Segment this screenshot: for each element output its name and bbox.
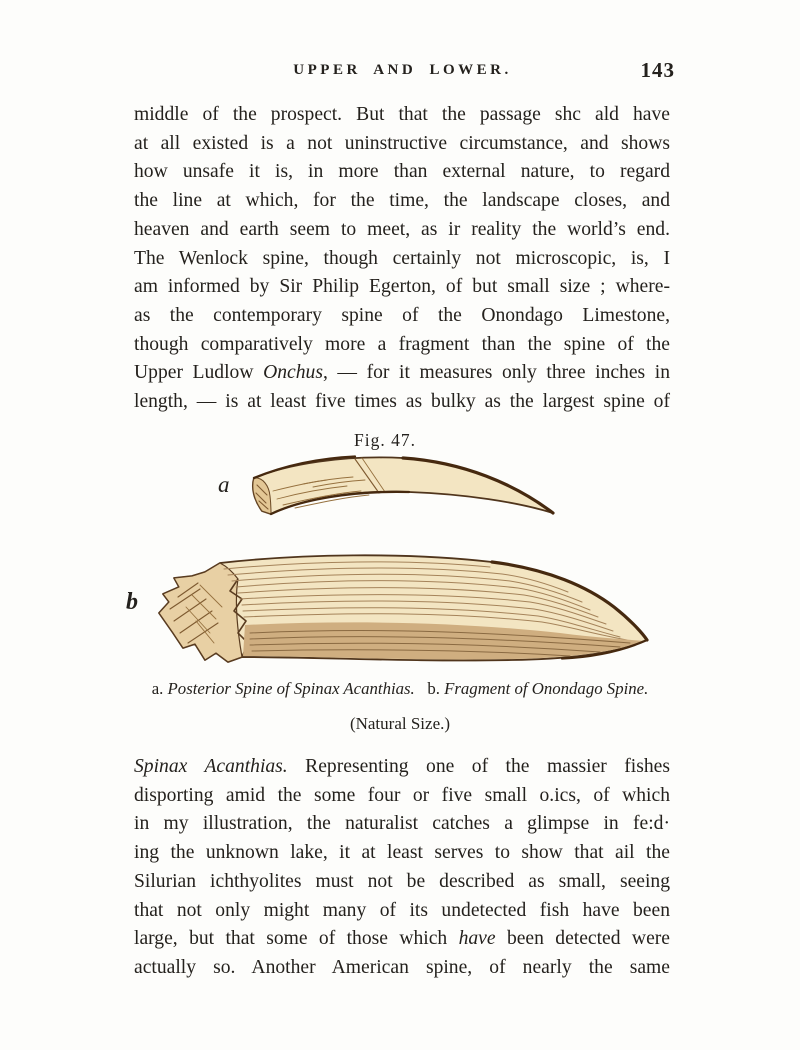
text-line: as the contemporary spine of the Onondago Limestone, (134, 304, 670, 326)
text-line: am informed by Sir Philip Egerton, of but small size ; where- (134, 276, 670, 298)
fragment-b-illustration (150, 549, 658, 671)
text-line: disporting amid the some four or five small o.ics, of which (134, 784, 670, 806)
text-line: large, but that some of those which have been detected were (134, 928, 670, 950)
text-line: actually so. Another American spine, of nearly the same (134, 956, 670, 978)
text-line: Spinax Acanthias. Representing one of the massier fishes (134, 756, 670, 777)
text-line: Upper Ludlow Onchus, — for it measures only three inches in (134, 362, 670, 384)
text-line: The Wenlock spine, though certainly not microscopic, is, I (134, 247, 670, 269)
text-line: a. Posterior Spine of Spinax Acanthias. b. Fragment of Onondago Spine. (151, 679, 649, 698)
text-line: in my illustration, the naturalist catches a glimpse in fe:d· (134, 813, 670, 835)
paragraph-2 (134, 753, 670, 983)
figure-caption (110, 679, 690, 699)
text-line: at all existed is a not uninstructive circumstance, and shows (134, 132, 670, 154)
page-header (134, 58, 675, 86)
figure-label-a: a (218, 472, 230, 497)
figure-label-b: b (126, 589, 138, 615)
text-line: that not only might many of its undetected fish have been (134, 899, 670, 921)
text-line: middle of the prospect. But that the passage shc ald have (134, 104, 670, 125)
text-line: ing the unknown lake, it at least serves to show that ail the (134, 842, 670, 864)
text-line: heaven and earth seem to meet, as ir reality the world’s end. (134, 218, 670, 240)
text-line: though comparatively more a fragment than the spine of the (134, 333, 670, 355)
text-line: the line at which, for the time, the landscape closes, and (134, 190, 670, 212)
text-line: how unsafe it is, in more than external nature, to regard (134, 161, 670, 183)
text-line: length, — is at least five times as bulky as the largest spine of (134, 391, 670, 413)
figure-size-note: (Natural Size.) (349, 714, 451, 733)
paragraph-1 (134, 101, 670, 417)
fragment-b-break-face (159, 563, 242, 662)
spine-a-illustration (243, 451, 563, 525)
running-title: UPPER AND LOWER. (293, 62, 512, 78)
page-number: 143 (640, 58, 675, 82)
figure-title: Fig. 47. (354, 430, 416, 450)
text-line: Silurian ichthyolites must not be described as small, seeing (134, 870, 670, 892)
